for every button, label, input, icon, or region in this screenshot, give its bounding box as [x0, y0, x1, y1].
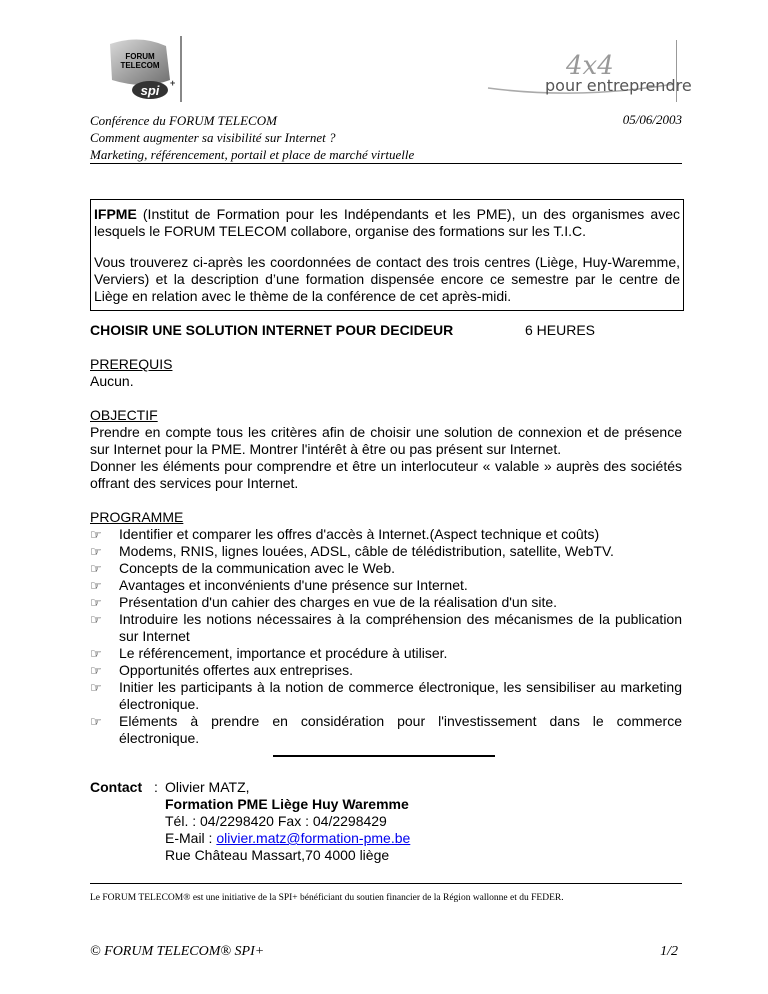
contact-organization: Formation PME Liège Huy Waremme — [165, 796, 409, 812]
pointing-hand-icon: ☞ — [90, 527, 102, 542]
contact-separator: : — [154, 779, 158, 795]
pointing-hand-icon: ☞ — [90, 595, 102, 610]
list-item: ☞ Concepts de la communication avec le Web. — [90, 560, 395, 576]
list-item: ☞ Modems, RNIS, lignes louées, ADSL, câble de télédistribution, satellite, WebTV. — [90, 543, 614, 559]
copyright: © FORUM TELECOM® SPI+ — [90, 944, 265, 959]
course-description — [90, 322, 682, 864]
contact-details — [165, 779, 682, 864]
programme-heading: PROGRAMME — [90, 509, 184, 525]
contact-address: Rue Château Massart,70 4000 liège — [165, 847, 390, 863]
footer-note: Le FORUM TELECOM® est une initiative de la SPI+ bénéficiant du soutien financier de la Région wallonne et du FEDER. — [90, 893, 564, 903]
logo-left-line-2: TELECOM — [120, 61, 160, 70]
pointing-hand-icon: ☞ — [90, 561, 102, 576]
forum-telecom-spi-logo — [100, 36, 182, 106]
prerequis-heading: PREREQUIS — [90, 356, 173, 372]
pointing-hand-icon: ☞ — [90, 663, 102, 678]
intro-paragraph-1 — [94, 206, 680, 240]
objectif-paragraph-2: Donner les éléments pour comprendre et être un interlocuteur « valable » auprès des sociétés offrant des services pour Internet. — [90, 458, 682, 491]
contact-phone-fax: Tél. : 04/2298420 Fax : 04/2298429 — [165, 813, 387, 829]
prerequis-section — [90, 356, 682, 390]
intro-org: IFPME — [94, 206, 137, 222]
header-line-1: Conférence du FORUM TELECOM — [90, 113, 277, 128]
objectif-section — [90, 407, 682, 492]
header-line-2: Comment augmenter sa visibilité sur Internet ? — [90, 130, 336, 145]
header-line-3: Marketing, référencement, portail et place de marché virtuelle — [90, 147, 415, 162]
objectif-paragraph-1: Prendre en compte tous les critères afin de choisir une solution de connexion et de présence sur Internet pour la PME. Montrer l'intérêt à être ou pas présent sur Internet. — [90, 424, 682, 457]
contact-email-line — [165, 830, 682, 847]
intro-box — [90, 199, 684, 311]
course-title: CHOISIR UNE SOLUTION INTERNET POUR DECIDEUR — [90, 322, 454, 338]
pointing-hand-icon: ☞ — [90, 578, 102, 593]
list-item: ☞ Eléments à prendre en considération pour l'investissement dans le commerce électronique. — [90, 713, 682, 746]
email-label: E-Mail : — [165, 830, 217, 846]
contact-block — [90, 779, 682, 864]
pointing-hand-icon: ☞ — [90, 680, 102, 695]
contact-label: Contact — [90, 779, 143, 795]
contact-name: Olivier MATZ, — [165, 779, 250, 795]
pointing-hand-icon: ☞ — [90, 544, 102, 559]
section-divider — [273, 755, 495, 757]
page-number: 1/2 — [660, 944, 678, 959]
conference-header — [90, 112, 682, 163]
pointing-hand-icon: ☞ — [90, 646, 102, 661]
list-item: ☞ Identifier et comparer les offres d'accès à Internet.(Aspect technique et coûts) — [90, 526, 600, 542]
header-rule — [90, 163, 682, 164]
course-heading — [90, 322, 682, 339]
header-date: 05/06/2003 — [622, 112, 682, 127]
list-item: ☞ Présentation d'un cahier des charges en vue de la réalisation d'un site. — [90, 594, 558, 610]
list-item: ☞ Le référencement, importance et procédure à utiliser. — [90, 645, 448, 661]
prerequis-text: Aucun. — [90, 373, 134, 389]
logo-left-line-1: FORUM — [125, 52, 155, 61]
logo-left-spi: spi — [140, 83, 160, 98]
course-hours: 6 HEURES — [525, 322, 596, 338]
list-item: ☞ Avantages et inconvénients d'une présence sur Internet. — [90, 577, 468, 593]
intro-paragraph-2: Vous trouverez ci-après les coordonnées de contact des trois centres (Liège, Huy-Waremme, Verviers) et la description d’une formation dispensée encore ce semestre par le centre de Liège en relation avec le thème de la conférence de cet après-midi. — [94, 254, 680, 304]
list-item: ☞ Initier les participants à la notion de commerce électronique, les sensibiliser au marketing électronique. — [90, 679, 682, 712]
objectif-heading: OBJECTIF — [90, 407, 158, 423]
logo-right-tagline: pour entreprendre — [545, 76, 692, 95]
logo-right-mark: 4x4 — [566, 51, 614, 81]
programme-list — [90, 526, 682, 747]
programme-section — [90, 509, 682, 757]
pointing-hand-icon: ☞ — [90, 612, 102, 627]
list-item: ☞ Introduire les notions nécessaires à la compréhension des mécanismes de la publication sur Internet — [90, 611, 682, 644]
list-item: ☞ Opportunités offertes aux entreprises. — [90, 662, 353, 678]
email-link[interactable]: olivier.matz@formation-pme.be — [216, 830, 411, 846]
logo-left-divider — [180, 36, 182, 102]
footer-rule — [90, 883, 682, 884]
intro-paragraph-1-text: (Institut de Formation pour les Indépendants et les PME), un des organismes avec lesquels le FORUM TELECOM collabore, organise des formations sur les T.I.C. — [94, 206, 680, 239]
pointing-hand-icon: ☞ — [90, 714, 102, 729]
svg-text:+: + — [170, 78, 176, 88]
